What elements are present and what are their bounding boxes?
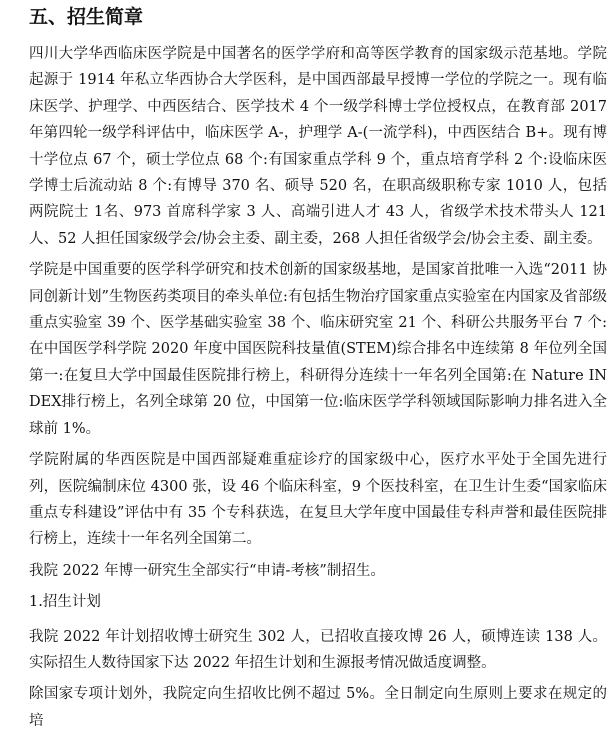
quota-paragraph: 除国家专项计划外，我院定向生招收比例不超过 5%。全日制定向生原则上要求在规定的培 bbox=[29, 686, 607, 729]
research-paragraph: 学院是中国重要的医学科学研究和技术创新的国家级基地，是国家首批唯一入选“2011 协同创新计划”生物医药类项目的牵头单位:有包括生物治疗国家重点实验室在内国家及省部级重点实验室 39 个、医学基础实验室 38 个、临床研究室 21 个、科研公共服务平台 7 个:在中国医学科学院 2020 年度中国医院科技量值(STEM)综合排名中连续第 8 年位列全国第一:在复旦大学中国最佳医院排行榜上，科研得分连续十一年名列全国第:在 Nature INDEX排行榜上，名列全球第 20 位，中国第一位:临床医学学科领域国际影响力排名进入全球前 1%。 bbox=[29, 262, 607, 437]
plan-paragraph: 我院 2022 年计划招收博士研究生 302 人，已招收直接攻博 26 人，硕博连读 138 人。实际招生人数待国家下达 2022 年招生计划和生源报考情况做适度调整。 bbox=[29, 628, 607, 671]
hospital-paragraph: 学院附属的华西医院是中国西部疑难重症诊疗的国家级中心，医疗水平处于全国先进行列，医院编制床位 4300 张，设 46 个临床科室，9 个医技科室，在卫生计生委“国家临床重点专科建设”评估中有 35 个专科获选，在复旦大学年度中国最佳专科声誉和最佳医院排行榜上，连续十一年名列全国第二。 bbox=[29, 452, 607, 548]
admission-method-paragraph: 我院 2022 年博一研究生全部实行“申请-考核”制招生。 bbox=[29, 562, 385, 579]
subsection-title: 1.招生计划 bbox=[29, 594, 101, 611]
section-title: 五、招生简章 bbox=[29, 6, 144, 28]
intro-paragraph: 四川大学华西临床医学院是中国著名的医学学府和高等医学教育的国家级示范基地。学院起源于 1914 年私立华西协合大学医科，是中国西部最早授博一学位的学院之一。现有临床医学、护理学、中西医结合、医学技术 4 个一级学科博士学位授权点，在教育部 2017 年第四轮一级学科评估中，临床医学 A-，护理学 A-(一流学科)，中西医结合 B+。现有博十学位点 67 个，硕士学位点 68 个:有国家重点学科 9 个，重点培育学科 2 个:设临床医学博士后流动站 8 个:有博导 370 名、硕导 520 名，在职高级职称专家 1010 人，包括两院院士 1名、973 首席科学家 3 人、高端引进人才 43 人，省级学术技术带头人 121 人、52 人担任国家级学会/协会主委、副主委，268 人担任省级学会/协会主委、副主委。 bbox=[29, 46, 607, 247]
document-body bbox=[29, 41, 607, 739]
